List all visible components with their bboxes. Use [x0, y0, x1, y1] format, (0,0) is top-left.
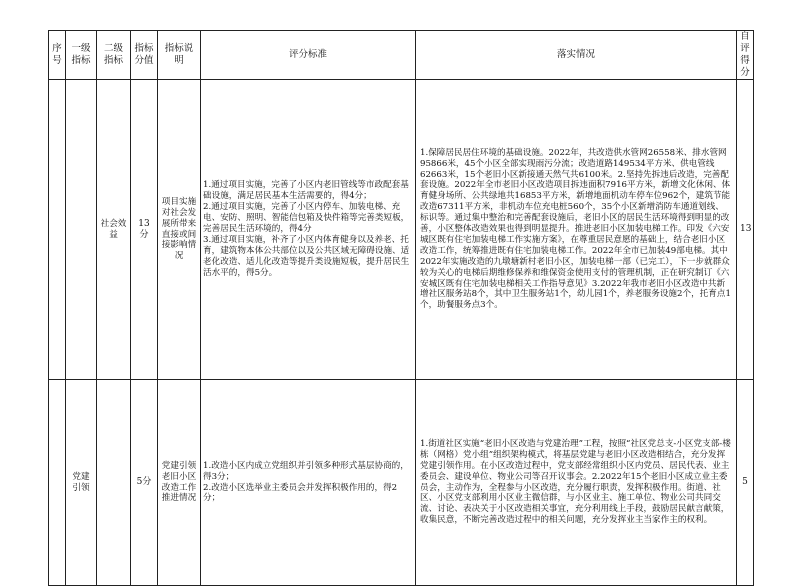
cell-weight: 13分 [131, 80, 158, 380]
table-header-row [49, 31, 754, 80]
table-row [49, 80, 754, 380]
header-level1: 一级指标 [66, 31, 97, 80]
cell-description: 党建引领老旧小区改造工作推进情况 [158, 380, 201, 586]
cell-self-score: 13 [737, 80, 754, 380]
evaluation-table [48, 30, 754, 586]
table-row [49, 380, 754, 586]
header-description: 指标说明 [158, 31, 201, 80]
cell-level1 [66, 80, 97, 380]
cell-criteria: 1.通过项目实施，完善了小区内老旧管线等市政配套基础设施，满足居民基本生活需要的，得4分； 2.通过项目实施，完善了小区内停车、加装电梯、充电、安防、照明、智能信包箱及快件箱等完善类短板，完善居民生活环境的，得4分 3.通过项目实施，补齐了小区内体育健身以及养老、托育，建筑物本体公共部位以及公共区域无障碍设施、适老化改造、适儿化改造等提升类设施短板，提升居民生活水平的，得5分。 [201, 80, 416, 380]
header-weight: 指标分值 [131, 31, 158, 80]
cell-seq [49, 80, 66, 380]
cell-weight: 5分 [131, 380, 158, 586]
header-self-score: 自评得分 [737, 31, 754, 80]
cell-implementation: 1.保障居民居住环境的基础设施。2022年，共改造供水管网26558米、排水管网95866米，45个小区全部实现雨污分流；改造道路149534平方米、供电管线62663米，15个老旧小区新接通天然气共6100米。2.坚持先拆违后改造，完善配套设施。2022年全市老旧小区改造项目拆违面积7916平方米，新增文化休闲、体育健身场所、公共绿地共16853平方米，新增地面机动车停车位962个，建筑节能改造67311平方米，非机动车位充电桩560个，35个小区新增消防车通道划线、标识等。通过集中整治和完善配套设施后，老旧小区的居民生活环境得到明显的改善，小区整体改造效果也得到明显提升。推进老旧小区加装电梯工作。印发《六安城区既有住宅加装电梯工作实施方案》，在尊重居民意愿的基础上，结合老旧小区改造工作，统筹推进既有住宅加装电梯工作。2022年全市已加装49部电梯。其中2022年实施改造的九墩塘新村老旧小区，加装电梯一部（已完工），下一步就群众较为关心的电梯后期维修保养和维保资金使用支付的管理机制，正在研究制订《六安城区既有住宅加装电梯相关工作指导意见》3.2022年我市老旧小区改造中共新增社区服务站8个，其中卫生服务站1个，幼儿园1个，养老服务设施2个，托育点1个，助餐服务点3个。 [416, 80, 737, 380]
cell-self-score: 5 [737, 380, 754, 586]
header-implementation: 落实情况 [416, 31, 737, 80]
header-seq: 序号 [49, 31, 66, 80]
cell-description: 项目实施对社会发展所带来直接或间接影响情况 [158, 80, 201, 380]
cell-level1: 党建引领 [66, 380, 97, 586]
cell-level2 [97, 380, 131, 586]
cell-implementation: 1.街道社区实施“老旧小区改造与党建治理”工程，按照“社区党总支-小区党支部-楼栋（网格）党小组”组织架构模式，将基层党建与老旧小区改造相结合，充分发挥党建引领作用。在小区改造过程中，党支部经常组织小区内党员、居民代表、业主委员会、建设单位、物业公司等召开议事会。2.2022年15个老旧小区成立业主委员会，主动作为，全程参与小区改造，充分履行职责，发挥积极作用。街道、社区、小区党支部利用小区业主微信群，与小区业主、施工单位、物业公司共同交流、讨论、表决关于小区改造相关事宜，充分利用线上手段，鼓励居民献言献策，收集民意，不断完善改造过程中的相关问题，充分发挥业主当家作主的权利。 [416, 380, 737, 586]
header-level2: 二级指标 [97, 31, 131, 80]
header-criteria: 评分标准 [201, 31, 416, 80]
cell-seq [49, 380, 66, 586]
cell-level2: 社会效益 [97, 80, 131, 380]
evaluation-table-page [48, 30, 753, 565]
cell-criteria: 1.改造小区内成立党组织并引领多种形式基层协商的，得3分； 2.改造小区选举业主委员会并发挥积极作用的，得2分； [201, 380, 416, 586]
